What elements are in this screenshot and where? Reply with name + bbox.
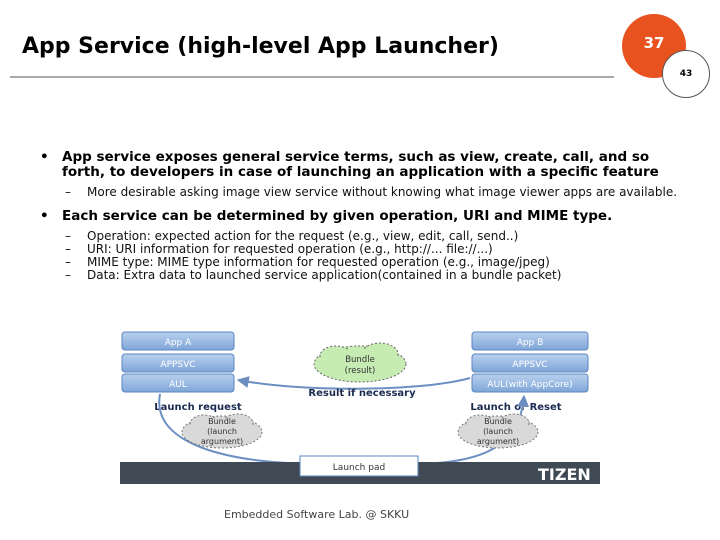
dash-marker: – [65, 268, 71, 282]
launch-pad-label: Launch pad [332, 463, 386, 473]
bundle-result-label-2: (result) [344, 366, 376, 376]
bundle-launch-right-1: Bundle [484, 417, 512, 426]
bundle-launch-right-2: (launch [483, 427, 513, 436]
dash-marker: – [65, 255, 71, 269]
dash-marker: – [65, 229, 71, 243]
page-number-small: 43 [679, 69, 693, 79]
sub-bullet-1-1-text: More desirable asking image view service without knowing what image viewer apps are available. [87, 185, 678, 199]
bundle-launch-left-3: argument) [200, 437, 244, 446]
bundle-result-label-1: Bundle [345, 355, 375, 365]
bundle-launch-right-3: argument) [476, 437, 520, 446]
aul-right-label: AUL(with AppCore) [487, 380, 573, 390]
appsvc-right-label: APPSVC [512, 360, 548, 370]
app-b-label: App B [516, 338, 544, 348]
bullet-dot: • [40, 149, 49, 165]
sub-bullet-1-1 [30, 186, 690, 199]
dash-marker: – [65, 185, 71, 199]
bullet-1-text: App service exposes general service terms, such as view, create, call, and so forth, to developers in case of launching an application with a specific feature [62, 149, 659, 180]
aul-left-label: AUL [169, 380, 187, 390]
appsvc-left-label: APPSVC [160, 360, 196, 370]
result-if-necessary-label: Result if necessary [308, 388, 416, 399]
tizen-logo: TIZEN [538, 465, 591, 484]
sub-bullet-2-4-text: Data: Extra data to launched service application(contained in a bundle packet) [87, 268, 562, 282]
bullet-1 [30, 150, 690, 180]
slide-content [30, 150, 690, 282]
page-number: 37 [643, 34, 665, 52]
page-number-small-badge [662, 50, 710, 98]
sub-bullet-2-4 [30, 269, 690, 282]
launch-or-reset-label: Launch or Reset [470, 402, 562, 413]
sub-bullet-2-3-text: MIME type: MIME type information for requested operation (e.g., image/jpeg) [87, 255, 550, 269]
app-service-diagram [120, 328, 600, 484]
bundle-launch-left-2: (launch [207, 427, 237, 436]
launch-request-label: Launch request [154, 402, 242, 413]
footer-text: Embedded Software Lab. @ SKKU [224, 508, 410, 521]
bundle-launch-left-1: Bundle [208, 417, 236, 426]
sub-bullet-2-1-text: Operation: expected action for the request (e.g., view, edit, call, send..) [87, 229, 519, 243]
sub-bullet-2-2-text: URI: URI information for requested operation (e.g., http://... file://...) [87, 242, 493, 256]
slide-title: App Service (high-level App Launcher) [22, 34, 499, 59]
dash-marker: – [65, 242, 71, 256]
bullet-dot: • [40, 208, 49, 224]
bullet-2 [30, 209, 690, 224]
bullet-2-text: Each service can be determined by given operation, URI and MIME type. [62, 208, 613, 224]
app-a-label: App A [164, 338, 192, 348]
title-underline [10, 76, 614, 78]
